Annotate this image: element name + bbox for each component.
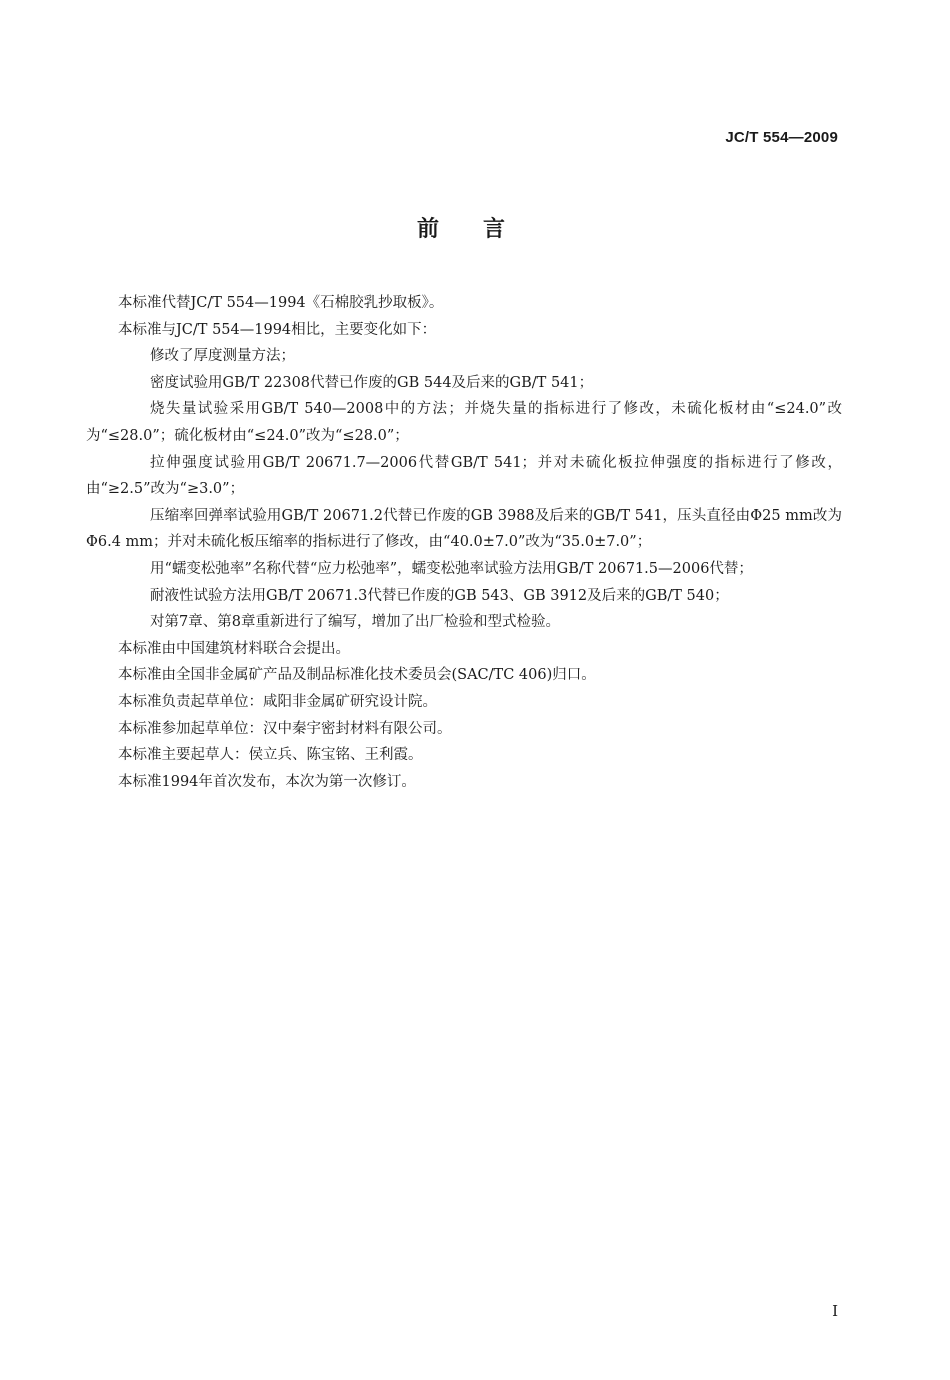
change-item-tensile-strength: 拉伸强度试验用GB/T 20671.7—2006代替GB/T 541；并对未硫化板拉伸强度的指标进行了修改，由“≥2.5”改为“≥3.0”；	[86, 454, 842, 498]
paragraph-changes-intro: 本标准与JC/T 554—1994相比，主要变化如下：	[118, 321, 437, 338]
paragraph-main-drafters: 本标准主要起草人：侯立兵、陈宝铭、王利霞。	[118, 747, 423, 764]
change-item-chapters: 对第7章、第8章重新进行了编写，增加了出厂检验和型式检验。	[150, 614, 560, 631]
paragraph-proposer: 本标准由中国建筑材料联合会提出。	[118, 640, 350, 657]
change-item-compression: 压缩率回弹率试验用GB/T 20671.2代替已作废的GB 3988及后来的GB/T 541，压头直径由Φ25 mm改为Φ6.4 mm；并对未硫化板压缩率的指标进行了修改，由“40.0±7.0”改为“35.0±7.0”；	[86, 507, 842, 551]
change-item-thickness: 修改了厚度测量方法；	[150, 348, 295, 365]
page-title: 前言	[416, 217, 549, 242]
paragraph-release-history: 本标准1994年首次发布，本次为第一次修订。	[118, 773, 416, 790]
change-item-creep-relaxation: 用“蠕变松弛率”名称代替“应力松弛率”，蠕变松弛率试验方法用GB/T 20671.5—2006代替；	[150, 560, 753, 577]
page-number: I	[832, 1302, 838, 1320]
change-item-ignition-loss: 烧失量试验采用GB/T 540—2008中的方法；并烧失量的指标进行了修改，未硫化板材由“≤24.0”改为“≤28.0”；硫化板材由“≤24.0”改为“≤28.0”；	[86, 401, 842, 444]
paragraph-lead-drafter: 本标准负责起草单位：咸阳非金属矿研究设计院。	[118, 693, 437, 710]
paragraph-committee: 本标准由全国非金属矿产品及制品标准化技术委员会(SAC/TC 406)归口。	[118, 667, 596, 684]
document-code: JC/T 554—2009	[725, 129, 838, 146]
change-item-density: 密度试验用GB/T 22308代替已作废的GB 544及后来的GB/T 541；	[150, 374, 594, 391]
foreword-body	[86, 290, 842, 795]
paragraph-replacement: 本标准代替JC/T 554—1994《石棉胶乳抄取板》。	[118, 295, 444, 311]
change-item-liquid-resistance: 耐液性试验方法用GB/T 20671.3代替已作废的GB 543、GB 3912及后来的GB/T 540；	[150, 587, 729, 604]
paragraph-participating-drafter: 本标准参加起草单位：汉中秦宇密封材料有限公司。	[118, 720, 452, 737]
